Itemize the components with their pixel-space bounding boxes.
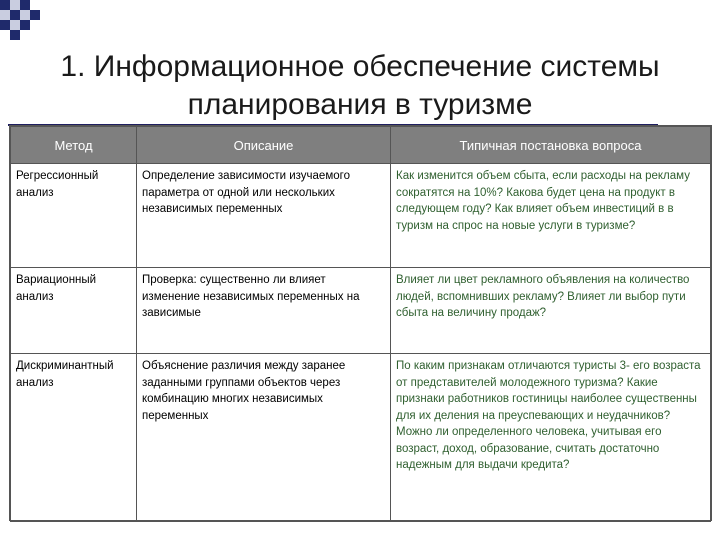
table-header-row [11,127,711,164]
decorative-checker-logo [0,0,60,40]
table-row [11,354,711,522]
cell-method: Дискриминантный анализ [11,354,137,522]
methods-table [9,125,712,521]
cell-question: Как изменится объем сбыта, если расходы на рекламу сократятся на 10%? Какова будет цена на продукт в следующем году? Как влияет объем инвестиций в в туризм на спрос на новые услуги в туризме? [391,164,711,268]
cell-question: По каким признакам отличаются туристы 3- его возраста от представителей молодежного туризма? Какие признаки работников гостиницы наиболее существенны для их деления на преуспевающих и неудачников? Можно ли определенного человека, учитывая его возраст, доход, образование, считать достаточно надежным для выдачи кредита? [391,354,711,522]
cell-question: Влияет ли цвет рекламного объявления на количество людей, вспомнивших рекламу? Влияет ли выбор пути сбыта на величину продаж? [391,268,711,354]
table-row [11,164,711,268]
page-title: 1. Информационное обеспечение системы планирования в туризме [60,50,660,121]
header-question: Типичная постановка вопроса [391,127,711,164]
header-description: Описание [137,127,391,164]
cell-description: Объяснение различия между заранее заданными группами объектов через комбинацию многих независимых переменных [137,354,391,522]
cell-description: Определение зависимости изучаемого параметра от одной или нескольких независимых переменных [137,164,391,268]
cell-method: Регрессионный анализ [11,164,137,268]
cell-description: Проверка: существенно ли влияет изменение независимых переменных на зависимые [137,268,391,354]
header-method: Метод [11,127,137,164]
cell-method: Вариационный анализ [11,268,137,354]
table-row [11,268,711,354]
